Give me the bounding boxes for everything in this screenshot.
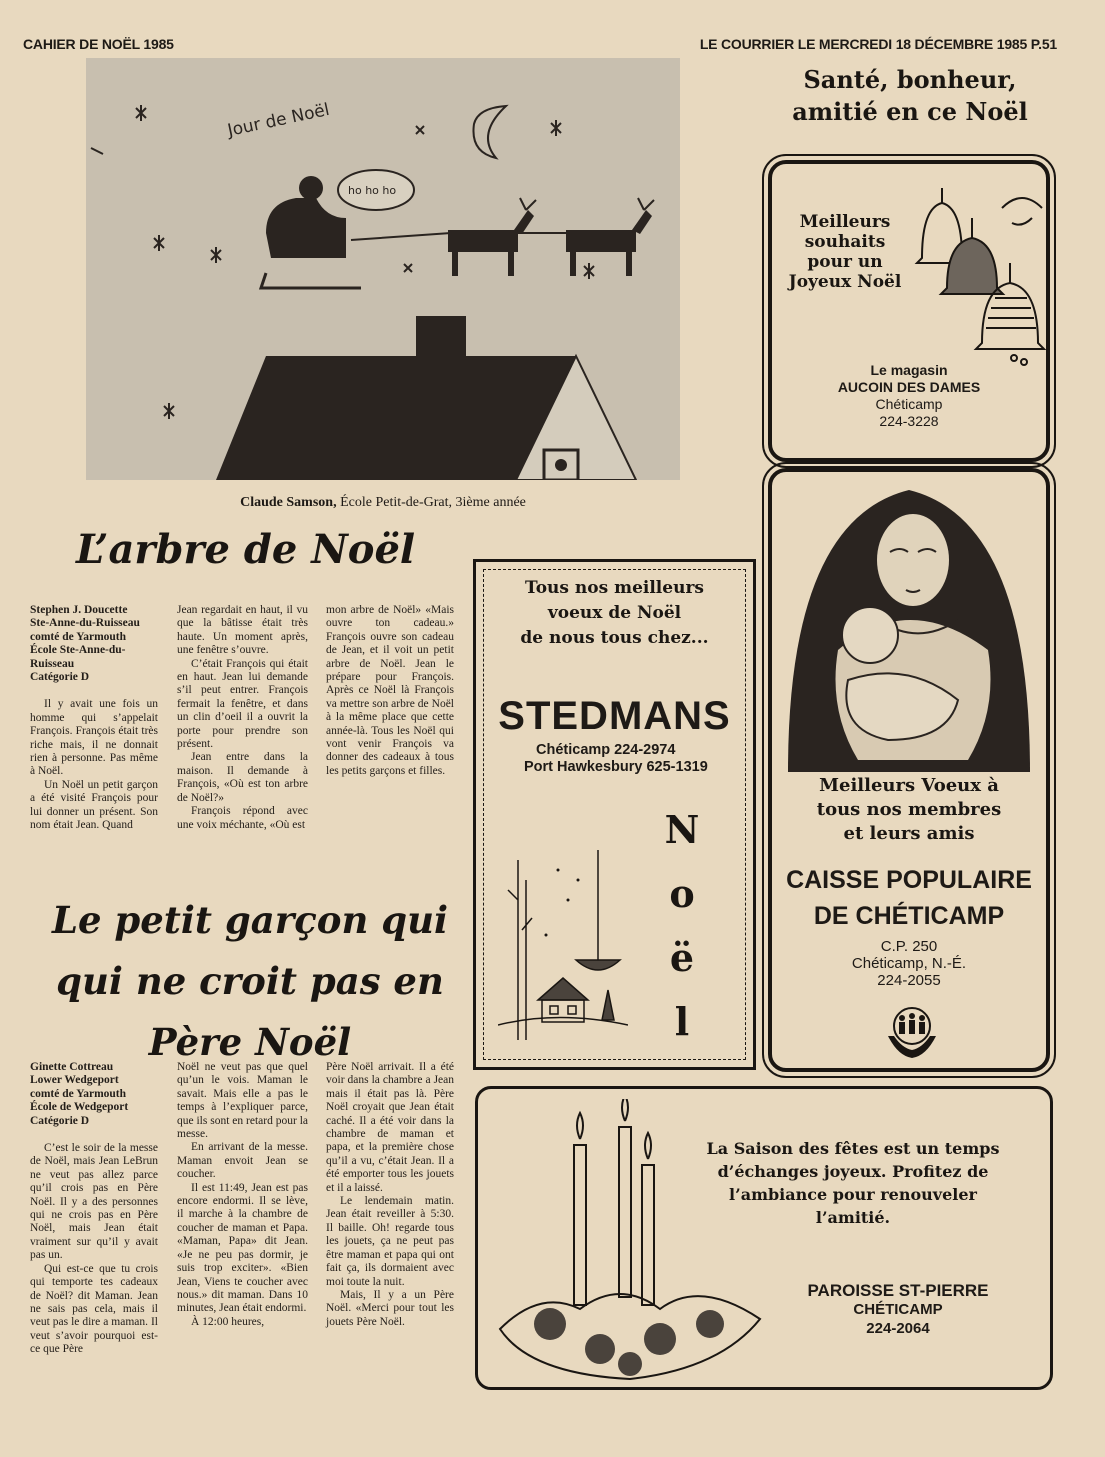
slogan-line: amitié en ce Noël bbox=[792, 97, 1028, 126]
article-1-column-2 bbox=[177, 604, 308, 832]
slogan bbox=[775, 64, 1045, 128]
ad-wish bbox=[780, 212, 910, 292]
wish-line: pour un bbox=[807, 252, 883, 272]
title-line: Le petit garçon qui bbox=[51, 898, 449, 942]
byline-line: Catégorie D bbox=[30, 1114, 90, 1127]
paragraph: Noël ne veut pas que quel qu’un le vois. Maman le savait. Mais elle a pas le temps à l’expliquer parce, que ils sont en retard pour la messe. bbox=[177, 1061, 308, 1141]
wish-line: l’amitié. bbox=[815, 1208, 891, 1227]
store-line: Le magasin bbox=[870, 362, 948, 378]
noel-letter: l bbox=[674, 999, 690, 1044]
byline-line: comté de Yarmouth bbox=[30, 1087, 127, 1100]
address-line: Chéticamp, N.-É. bbox=[851, 955, 967, 972]
wish-line: d’échanges joyeux. Profitez de bbox=[717, 1162, 989, 1181]
article-2-column-2 bbox=[177, 1061, 308, 1329]
store-city: Chéticamp bbox=[875, 396, 943, 412]
store-name: AUCOIN DES DAMES bbox=[837, 379, 981, 395]
ad-store-info bbox=[772, 362, 1046, 430]
address-line: C.P. 250 bbox=[880, 938, 938, 955]
wish-line: l’ambiance pour renouveler bbox=[729, 1185, 977, 1204]
wish-line: de nous tous chez... bbox=[520, 628, 709, 648]
paragraph: François répond avec une voix méchante, «Où est bbox=[177, 805, 308, 831]
paragraph: C’est le soir de la messe de Noël, mais Jean LeBrun ne veut pas allez parce qu’il crois pas en Père Noël. Il y a des personnes qui ne crois pas en Père Noël, mais Jean était vraiment sur qu’il y avait pas un. bbox=[30, 1142, 158, 1262]
ad-aucoin-des-dames bbox=[768, 160, 1050, 462]
noel-vertical bbox=[662, 798, 702, 1054]
store-phone: Port Hawkesbury 625-1319 bbox=[524, 759, 708, 775]
ad-wish bbox=[772, 774, 1046, 846]
ad-wish bbox=[476, 576, 753, 651]
caisse-logo-icon bbox=[882, 1002, 942, 1062]
store-name: STEDMANS bbox=[498, 694, 731, 738]
store-phone: Chéticamp 224-2974 bbox=[536, 742, 676, 758]
caption-school: École Petit-de-Grat, 3ième année bbox=[336, 495, 526, 510]
article-2-column-1 bbox=[30, 1061, 158, 1357]
paragraph: mon arbre de Noël» «Mais ouvre ton cadeau.» François ouvre son cadeau de Jean, et il voit un petit arbre de Noël. Jean le prépare pour François. Après ce Noël là François va mettre son arbre de Noël à la même place que cette année-là. Tous les Noël qui vont venir François va donner des cadeaux à tous les petits garçons et filles. bbox=[326, 604, 454, 777]
title-line: Père Noël bbox=[148, 1020, 352, 1064]
paragraph: À 12:00 heures, bbox=[191, 1315, 265, 1328]
wish-line: Tous nos meilleurs bbox=[525, 578, 704, 598]
store-phone: 224-2055 bbox=[877, 972, 941, 989]
paragraph: Il est 11:49, Jean est pas encore endormi. Il se lève, il marche à la chambre de coucher de maman et Papa. «Maman, Papa» dit Jean. «Je ne peu pas dormir, je suis trop exciter». «Bien Jean, Viens te coucher avec nous.» dit maman. Dans 10 minutes, Jean était endormi. bbox=[177, 1181, 308, 1315]
ad-wish bbox=[668, 1137, 1038, 1229]
store-name: PAROISSE ST-PIERRE bbox=[807, 1281, 989, 1300]
store-phone: 224-2064 bbox=[866, 1320, 930, 1337]
ad-caisse-populaire bbox=[768, 468, 1050, 1072]
page-header-right: LE COURRIER LE MERCREDI 18 DÉCEMBRE 1985 P.51 bbox=[699, 36, 1057, 52]
madonna-child-illustration bbox=[778, 480, 1040, 772]
article-1-title: L’arbre de Noël bbox=[76, 526, 416, 573]
paragraph: En arrivant de la messe. Maman envoit Jean se coucher. bbox=[177, 1141, 308, 1181]
wish-line: voeux de Noël bbox=[547, 603, 682, 623]
paragraph: Qui est-ce que tu crois qui temporte tes cadeaux de Noël? dit Maman. Jean ne sais pas cela, mais il veut pas le dire a maman. Il veut s’avoir pourquoi est-ce que Père bbox=[30, 1262, 158, 1356]
store-phones bbox=[524, 742, 744, 776]
noel-letter: N bbox=[664, 807, 700, 852]
wish-line: tous nos membres bbox=[816, 799, 1002, 820]
wish-line: La Saison des fêtes est un temps bbox=[706, 1139, 1000, 1158]
wish-line: Meilleurs bbox=[799, 212, 891, 232]
byline-line: comté de Yarmouth bbox=[30, 630, 127, 643]
paragraph: Jean regardait en haut, il vu que la bâtisse était très haute. Un moment après, une fenêtre s’ouvre. bbox=[177, 604, 308, 657]
paragraph: Il y avait une fois un homme qui s’appelait François. François était très riche mais, il ne donnait rien à personne. Pas même à Noël. bbox=[30, 698, 158, 778]
child-drawing bbox=[86, 58, 680, 480]
store-city: CHÉTICAMP bbox=[853, 1301, 943, 1318]
ad-stedmans bbox=[473, 559, 756, 1070]
byline-line: Stephen J. Doucette bbox=[30, 604, 128, 616]
name-line: DE CHÉTICAMP bbox=[813, 902, 1005, 930]
paragraph: Un Noël un petit garçon a été visité François pour lui donner un présent. Son nom était Jean. Quand bbox=[30, 778, 158, 832]
article-1-column-3 bbox=[326, 604, 454, 778]
paragraph: Père Noël arrivait. Il a été voir dans la chambre a Jean mais il était pas là. Père Noël croyait que Jean était caché. Il a été voir dans la chambre de maman et papa, et la première chose qu’il a vu, c’était Jean. Il a été emporter tous les jouets et il a laissé. bbox=[326, 1061, 454, 1194]
santa-speech: ho ho ho bbox=[348, 184, 397, 197]
byline-line: Catégorie D bbox=[30, 671, 90, 684]
title-line: qui ne croit pas en bbox=[56, 959, 444, 1003]
wish-line: et leurs amis bbox=[843, 823, 975, 844]
caption-author: Claude Samson, bbox=[240, 495, 337, 510]
drawing-title: Jour de Noël bbox=[225, 99, 332, 141]
store-phone: 224-3228 bbox=[879, 413, 939, 429]
byline-line: Ste-Anne-du-Ruisseau bbox=[30, 617, 140, 630]
name-line: CAISSE POPULAIRE bbox=[786, 866, 1032, 894]
article-1-column-1 bbox=[30, 604, 158, 833]
byline-line: École de Wedgeport bbox=[30, 1101, 129, 1114]
ad-store-info bbox=[793, 1281, 1003, 1338]
slogan-line: Santé, bonheur, bbox=[803, 65, 1017, 94]
byline-line: Ginette Cottreau bbox=[30, 1061, 114, 1073]
article-2-title bbox=[40, 890, 460, 1073]
paragraph: Jean entre dans la maison. Il demande à François, «Où est ton arbre de Noël?» bbox=[177, 751, 308, 804]
winter-scene-illustration bbox=[498, 840, 628, 1040]
byline-line: Lower Wedgeport bbox=[30, 1074, 119, 1087]
wish-line: Joyeux Noël bbox=[788, 272, 902, 292]
paragraph: C’était François qui était en haut. Jean lui demande s’il peut entrer. François fermait la fenêtre, et dans un clin d’oeil il a ouvrit la porte pour prendre son présent. bbox=[177, 657, 308, 751]
ad-paroisse-st-pierre bbox=[475, 1086, 1053, 1390]
page-header-left: CAHIER DE NOËL 1985 bbox=[23, 36, 174, 52]
paragraph: Mais, Il y a un Père Noël. «Merci pour tout les jouets Père Noël. bbox=[326, 1288, 454, 1328]
noel-letter: ë bbox=[669, 935, 695, 980]
paragraph: Le lendemain matin. Jean était reveiller à 5:30. Il baille. Oh! regarde tous les jouets, ça ne peut pas être maman et papa qui ont fait ça, ils dormaient avec moi toute la nuit. bbox=[326, 1195, 454, 1288]
wish-line: Meilleurs Voeux à bbox=[819, 775, 999, 796]
store-address bbox=[772, 938, 1046, 989]
byline-line: École Ste-Anne-du-Ruisseau bbox=[30, 644, 126, 670]
bells-icon bbox=[902, 178, 1047, 368]
drawing-caption bbox=[86, 495, 680, 511]
store-name bbox=[772, 862, 1046, 934]
article-2-column-3 bbox=[326, 1061, 454, 1329]
wish-line: souhaits bbox=[804, 232, 886, 252]
noel-letter: o bbox=[669, 871, 695, 916]
